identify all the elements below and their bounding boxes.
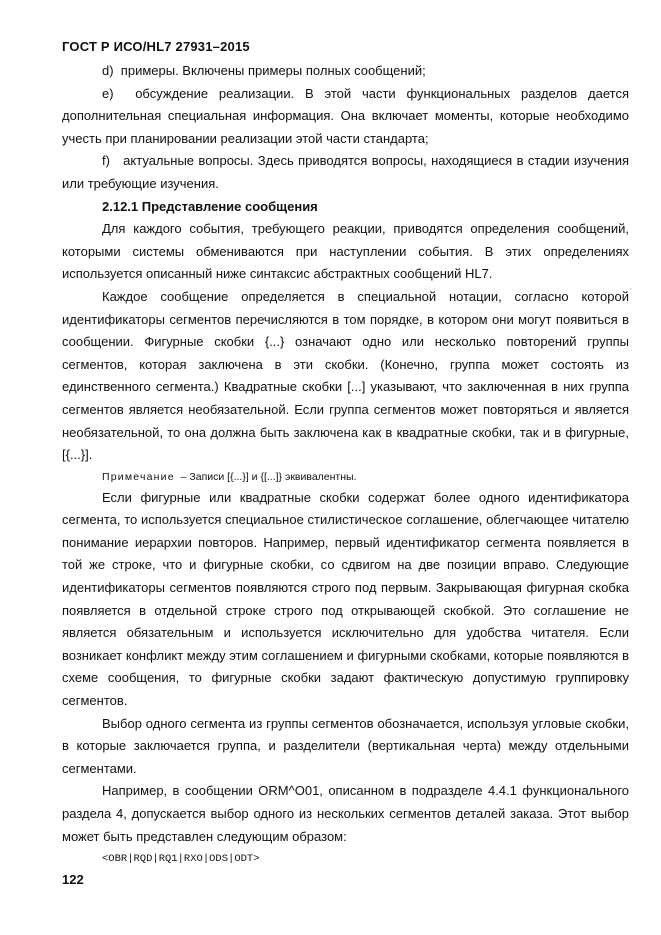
paragraph-events: Для каждого события, требующего реакции, приводятся определения сообщений, которыми системы обмениваются при наступлении события. В этих определениях используется описанный ниже синтаксис абстрактных сообщений HL7. <box>62 221 629 282</box>
standard-header: ГОСТ Р ИСО/HL7 27931–2015 <box>62 39 250 54</box>
paragraph-notation: Каждое сообщение определяется в специальной нотации, согласно которой идентификаторы сегментов перечисляются в том порядке, в котором они могут появиться в сообщении. Фигурные скобки {...} означают одно или несколько повторений группы сегментов, которая заключена в эти скобки. (Конечно, группа может состоять из единственного сегмента.) Квадратные скобки [...] указывают, что заключенная в них группа сегментов является необязательной. Если группа сегментов может повторяться и является необязательной, то она должна быть заключена как в квадратные скобки, так и в фигурные, [{...}]. <box>62 288 629 463</box>
list-text-f: актуальные вопросы. Здесь приводятся вопросы, находящиеся в стадии изучения или требующие изучения. <box>62 153 629 191</box>
list-item-e <box>62 83 629 151</box>
document-body <box>62 60 629 870</box>
list-item-d <box>62 60 629 83</box>
note <box>62 467 629 487</box>
list-marker-e: e) <box>102 85 114 101</box>
note-label: Примечание <box>102 470 175 483</box>
list-text-d: примеры. Включены примеры полных сообщений; <box>120 63 426 78</box>
list-marker-d: d) <box>102 63 114 78</box>
list-marker-f: f) <box>102 153 110 169</box>
list-item-f <box>62 150 629 195</box>
paragraph-conventions: Если фигурные или квадратные скобки содержат более одного идентификатора сегмента, то используется специальное стилистическое соглашение, облегчающее читателю понимание иерархии повторов. Например, первый идентификатор сегмента появляется в той же строке, что и фигурные скобки, со сдвигом на две позиции вправо. Следующие идентификаторы сегментов появляются строго под первым. Закрывающая фигурная скобка появляется в отдельной строке строго под открывающей скобкой. Это соглашение не является обязательным и используется исключительно для удобства читателя. Если возникает конфликт между этим соглашением и фигурными скобками, которые появляются в схеме сообщения, то фигурные скобки задают фактическую допустимую группировку сегментов. <box>62 489 629 709</box>
paragraph-choice: Выбор одного сегмента из группы сегментов обозначается, используя угловые скобки, в которые заключается группа, и разделители (вертикальная черта) между отдельными сегментами. <box>62 715 629 776</box>
paragraph-example: Например, в сообщении ORM^O01, описанном в подразделе 4.4.1 функционального раздела 4, допускается выбор одного из нескольких сегментов деталей заказа. Этот выбор может быть представлен следующим образом: <box>62 783 629 844</box>
page-number: 122 <box>62 872 84 887</box>
note-text: – Записи [{...}] и {[...]} эквивалентны. <box>180 470 357 483</box>
code-example: <OBR|RQD|RQ1|RXO|ODS|ODT> <box>102 853 260 866</box>
section-heading: 2.12.1 Представление сообщения <box>102 198 318 214</box>
list-text-e: обсуждение реализации. В этой части функциональных разделов дается дополнительная специальная информация. Она включает моменты, которые необходимо учесть при планировании реализации этой части стандарта; <box>62 85 629 146</box>
